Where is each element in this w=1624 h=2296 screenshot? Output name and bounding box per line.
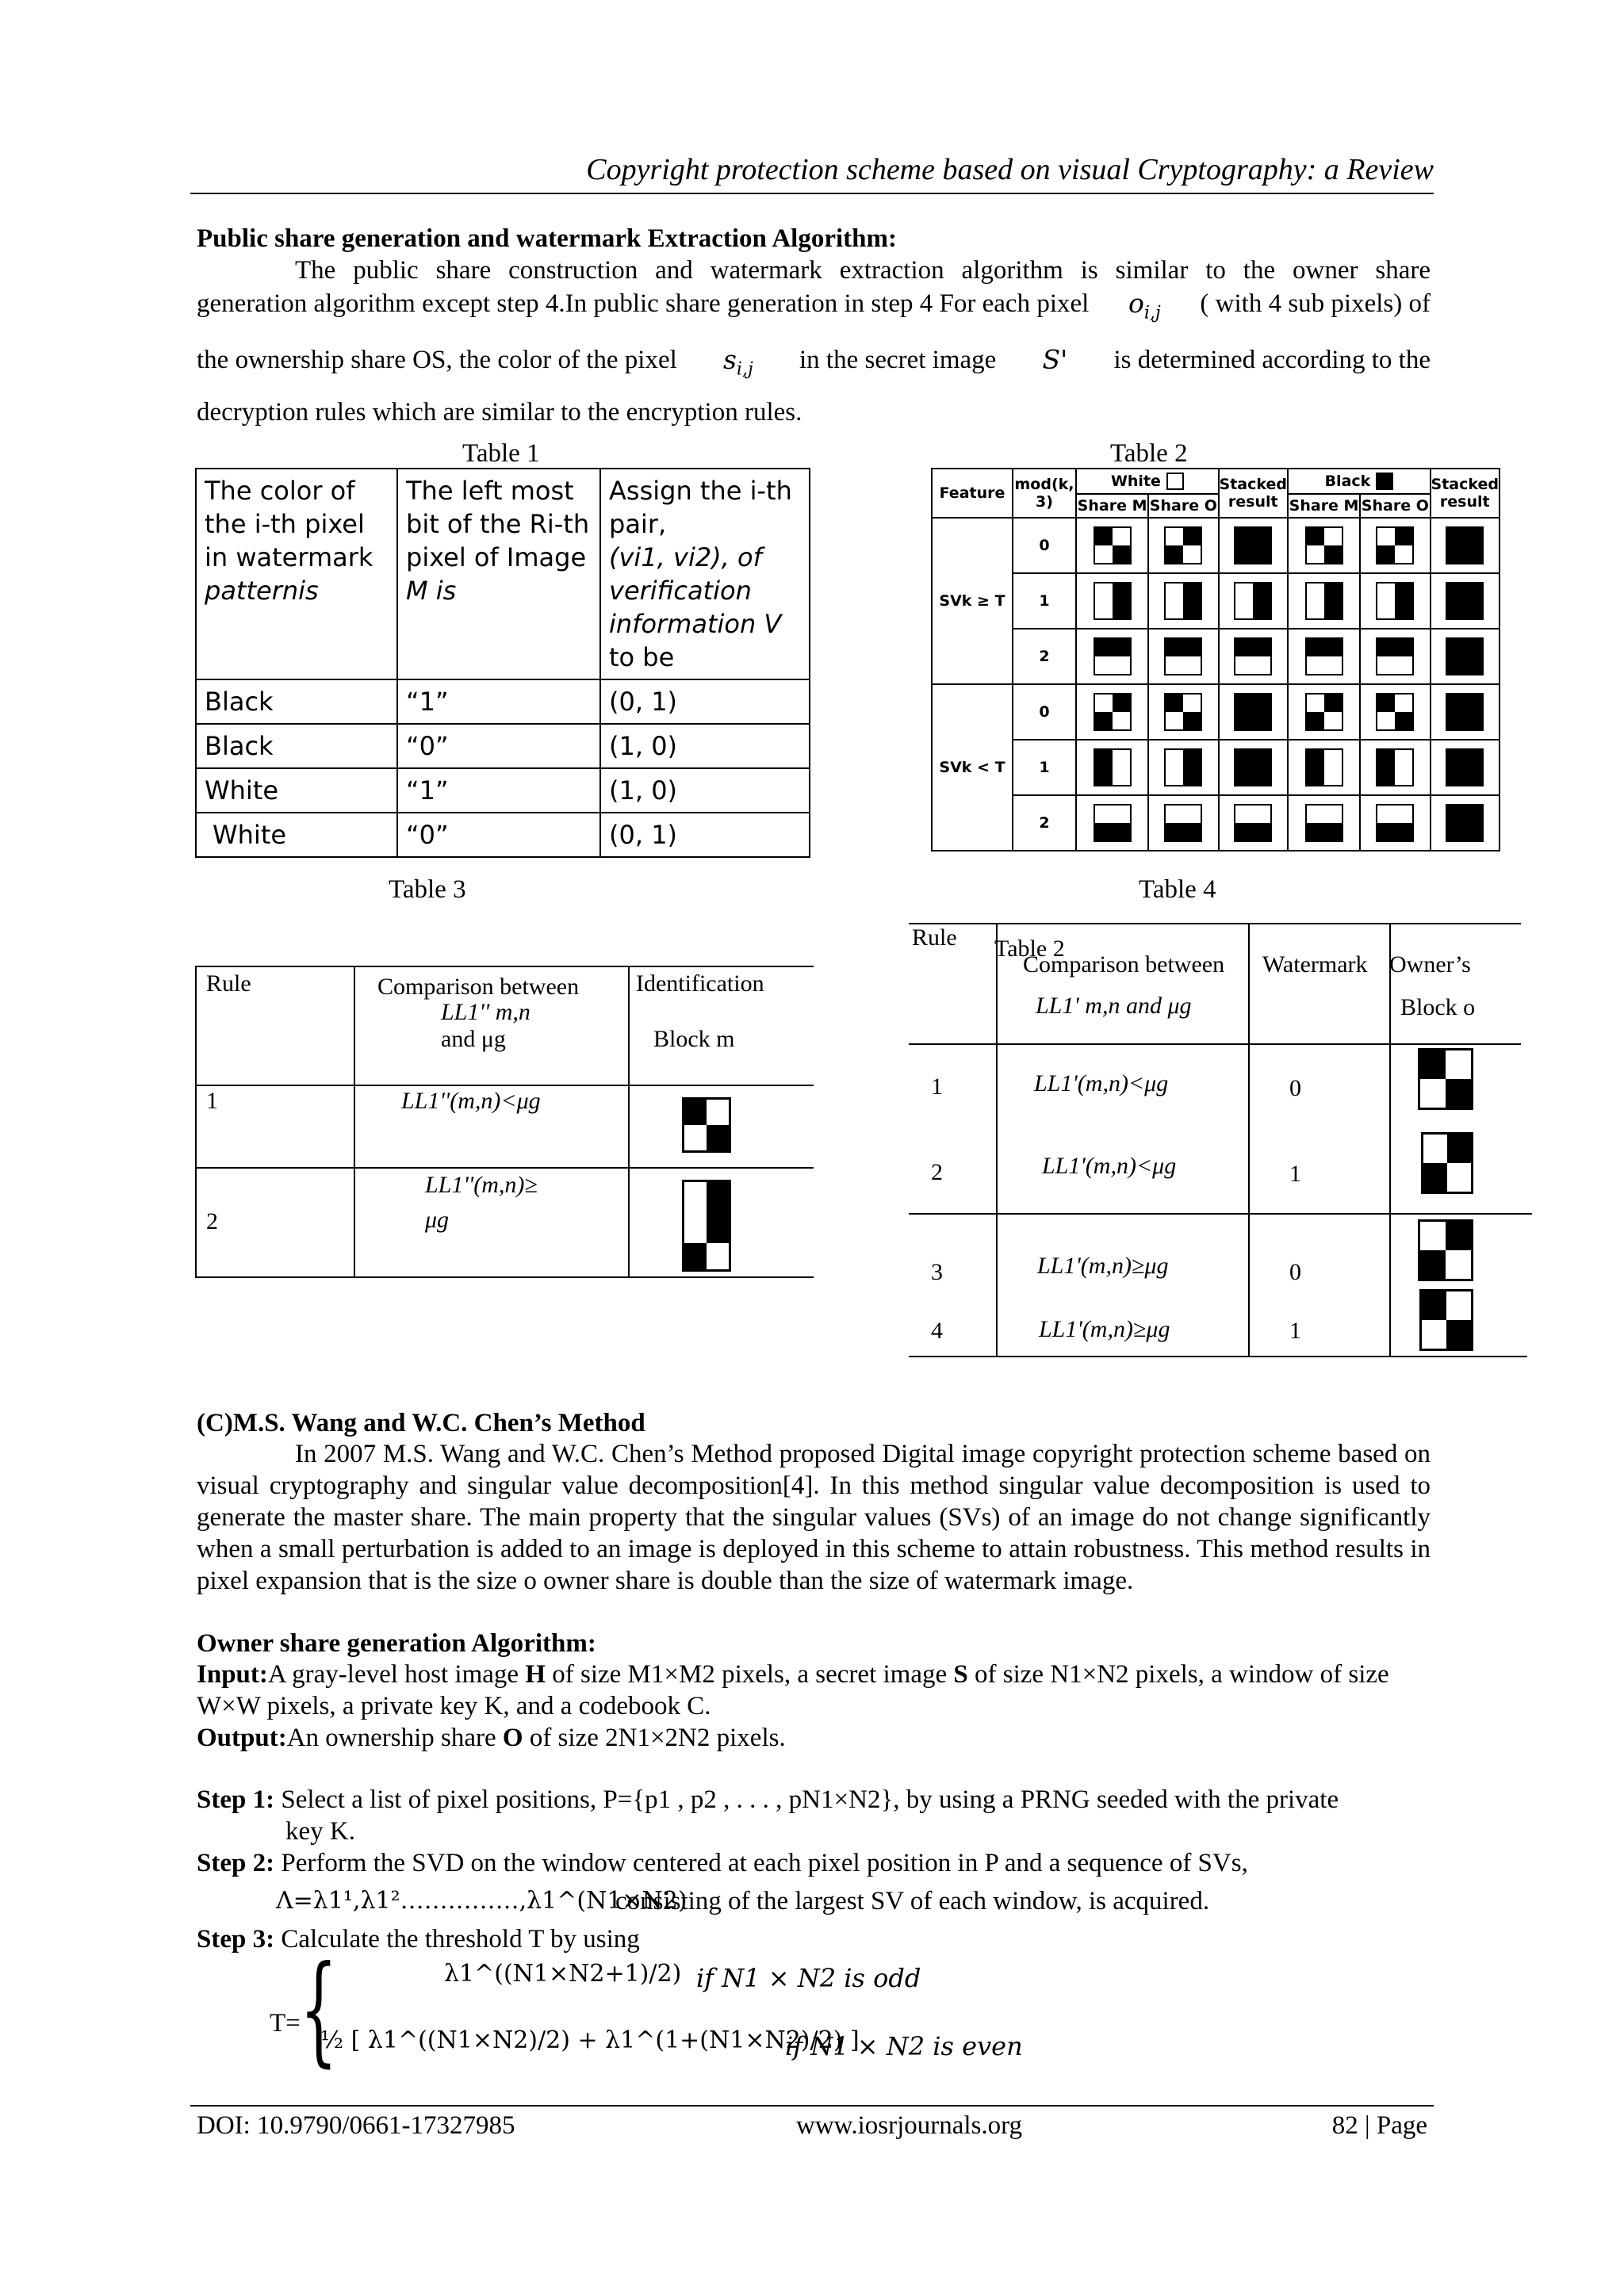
share-pattern-icon [1376, 748, 1414, 786]
share-pattern-icon [1305, 582, 1343, 620]
table2-pattern-cell [1360, 684, 1430, 740]
table2-mod-cell: 1 [1013, 740, 1076, 795]
share-pattern-icon [1164, 693, 1202, 731]
table-cell: Black [196, 724, 397, 768]
table4-wm-4: 1 [1289, 1318, 1301, 1344]
table2-pattern-cell [1360, 629, 1430, 684]
table1-header-row [196, 469, 810, 679]
table1-header-cell: The left most bit of the Ri-th pixel of Image M is [397, 469, 600, 679]
share-pattern-icon [1234, 637, 1272, 675]
table2-caption: Table 2 [1110, 439, 1188, 468]
threshold-case-odd: λ1^((N1×N2+1)/2) [444, 1960, 682, 1988]
table3-cond-1: LL1''(m,n)<μg [401, 1088, 541, 1114]
table-row [196, 813, 810, 857]
table2-pattern-cell [1288, 795, 1360, 851]
share-pattern-icon [1376, 637, 1414, 675]
table2-feature-cell: SVk < T [932, 684, 1013, 851]
math-symbol: S' [1042, 343, 1068, 375]
table2-mod-cell: 2 [1013, 795, 1076, 851]
table4-cond-3: LL1'(m,n)≥μg [1037, 1253, 1169, 1279]
table2-pattern-cell [1076, 795, 1148, 851]
table2-pattern-cell [1219, 573, 1288, 629]
table3-ident-header: Identification [636, 970, 764, 997]
share-pattern-icon [1094, 693, 1132, 731]
share-pattern-icon [1376, 693, 1414, 731]
table4-rule-1: 1 [931, 1073, 943, 1100]
table-cell: “0” [397, 724, 600, 768]
table2-mod-cell: 0 [1013, 518, 1076, 573]
table2-pattern-cell [1288, 740, 1360, 795]
table2-pattern-cell [1431, 629, 1500, 684]
para-text: ( with 4 sub pixels) of [1200, 289, 1431, 318]
table3-caption: Table 3 [389, 875, 466, 904]
table2-row [932, 740, 1500, 795]
block-o-pattern-icon [1419, 1289, 1473, 1351]
table4-cond-4: LL1'(m,n)≥μg [1039, 1316, 1170, 1342]
table4-owner-header: Owner’s [1389, 951, 1471, 978]
table1-header-cell: Assign the i-th pair, (vi1, vi2), of verification information V to be [600, 469, 810, 679]
share-pattern-icon [1305, 804, 1343, 842]
step-1: Step 1: Select a list of pixel positions, P={p1 , p2 , . . . , pN1×N2}, by using a PRNG seeded with the private [197, 1785, 1339, 1814]
step-2: Step 2: Perform the SVD on the window centered at each pixel position in P and a sequence of SVs, [197, 1849, 1248, 1877]
table-cell: (1, 0) [600, 724, 810, 768]
math-symbol: $o_{i,j}$ [1128, 288, 1161, 323]
white-square-icon [1166, 473, 1184, 490]
table-cell: (1, 0) [600, 768, 810, 813]
share-pattern-icon [1446, 582, 1484, 620]
table2-pattern-cell [1148, 629, 1218, 684]
table1-header-cell: The color of the i-th pixel in watermark patternis [196, 469, 397, 679]
table2-stacked-header: Stacked result [1219, 469, 1288, 518]
table4-rule-3: 3 [931, 1259, 943, 1285]
share-pattern-icon [1446, 637, 1484, 675]
share-pattern-icon [1305, 637, 1343, 675]
table2-white-header: White [1076, 469, 1219, 494]
table2-pattern-cell [1076, 629, 1148, 684]
table3-comp-header-3: and μg [441, 1026, 506, 1052]
table2-pattern-cell [1431, 573, 1500, 629]
table2-pattern-cell [1431, 740, 1500, 795]
share-pattern-icon [1164, 582, 1202, 620]
table2-mod-cell: 0 [1013, 684, 1076, 740]
table2-mod-header: mod(k, 3) [1013, 469, 1076, 518]
footer-site: www.iosrjournals.org [796, 2111, 1023, 2140]
share-pattern-icon [1446, 748, 1484, 786]
section-c-heading: (C)M.S. Wang and W.C. Chen’s Method [197, 1409, 645, 1437]
section-c-paragraph: In 2007 M.S. Wang and W.C. Chen’s Method proposed Digital image copyright protection scheme based on visual cryptography and singular value decomposition[4]. In this method singular value decomposition is used to generate the master share. The main property that the singular values (SVs) of an image do not change significantly when a small perturbation is added to an image is deployed in this scheme to attain robustness. This method results in pixel expansion that is the size o owner share is double than the size of watermark image. [197, 1440, 1431, 1595]
table3-rule-1: 1 [206, 1088, 218, 1114]
share-pattern-icon [1376, 582, 1414, 620]
table2-pattern-cell [1219, 518, 1288, 573]
table2-pattern-cell [1288, 684, 1360, 740]
para-line [197, 343, 1431, 387]
table2-pattern-cell [1148, 518, 1218, 573]
share-m-header: Share M [1076, 494, 1148, 518]
table-cell: (0, 1) [600, 813, 810, 857]
public-share-paragraph [197, 254, 1431, 429]
table-row [196, 724, 810, 768]
table-cell: Black [196, 679, 397, 724]
table2-pattern-cell [1219, 740, 1288, 795]
table4-rule-header: Rule [912, 924, 957, 951]
table2-pattern-cell [1148, 795, 1218, 851]
para-text: is determined according to the [1113, 345, 1431, 374]
para-text: the ownership share OS, the color of the pixel [197, 345, 677, 374]
table4 [909, 923, 1527, 1359]
table2-pattern-cell [1148, 740, 1218, 795]
block-o-pattern-icon [1421, 1132, 1473, 1194]
table2-pattern-cell [1076, 740, 1148, 795]
running-header: Copyright protection scheme based on visual Cryptography: a Review [586, 153, 1434, 186]
table2-pattern-cell [1360, 795, 1430, 851]
table1-caption: Table 1 [462, 439, 540, 468]
owner-share-heading: Owner share generation Algorithm: [197, 1629, 596, 1658]
threshold-cond-odd: if N1 × N2 is odd [696, 1963, 921, 1993]
table4-wm-header: Watermark [1262, 951, 1368, 978]
table1 [195, 468, 810, 858]
share-pattern-icon [1164, 637, 1202, 675]
share-pattern-icon [1234, 748, 1272, 786]
share-pattern-icon [1305, 526, 1343, 564]
table2-pattern-cell [1076, 684, 1148, 740]
block-o-pattern-icon [1418, 1048, 1473, 1110]
table2-pattern-cell [1431, 795, 1500, 851]
table2-pattern-cell [1076, 573, 1148, 629]
share-pattern-icon [1094, 582, 1132, 620]
table3 [195, 966, 814, 1281]
input-description: Input:A gray-level host image H of size M1×M2 pixels, a secret image S of size N1×N2 pixels, a window of size W×W pixels, a private key K, and a codebook C. [197, 1660, 1389, 1720]
table2-header-row [932, 469, 1500, 494]
table2-pattern-cell [1219, 795, 1288, 851]
table2-mod-cell: 1 [1013, 573, 1076, 629]
table2-pattern-cell [1360, 518, 1430, 573]
table2-row [932, 573, 1500, 629]
math-symbol: $s_{i,j}$ [722, 343, 753, 380]
share-pattern-icon [1234, 693, 1272, 731]
table4-wm-1: 0 [1289, 1075, 1301, 1101]
table4-wm-3: 0 [1289, 1259, 1301, 1285]
para-line: decryption rules which are similar to the encryption rules. [197, 398, 802, 427]
share-o-header: Share O [1148, 494, 1218, 518]
table2-mod-cell: 2 [1013, 629, 1076, 684]
share-pattern-icon [1094, 637, 1132, 675]
table2-pattern-cell [1431, 518, 1500, 573]
share-pattern-icon [1164, 804, 1202, 842]
block-o-pattern-icon [1418, 1219, 1473, 1281]
black-square-icon [1376, 473, 1393, 490]
share-pattern-icon [1234, 582, 1272, 620]
table4-rule-4: 4 [931, 1318, 943, 1344]
threshold-case-even: ½ [ λ1^((N1×N2)/2) + λ1^(1+(N1×N2)/2) ] [320, 2026, 860, 2054]
table2-pattern-cell [1076, 518, 1148, 573]
share-pattern-icon [1305, 748, 1343, 786]
para-line [197, 287, 1431, 331]
para-text: in the secret image [799, 345, 997, 374]
table-cell: White [196, 813, 397, 857]
table2-pattern-cell [1219, 629, 1288, 684]
table2-row [932, 629, 1500, 684]
share-pattern-icon [1094, 526, 1132, 564]
share-pattern-icon [1234, 804, 1272, 842]
share-pattern-icon [1305, 693, 1343, 731]
table2-stacked-header: Stacked result [1431, 469, 1500, 518]
table4-overlay-label: Table 2 [994, 936, 1065, 962]
table-cell: “0” [397, 813, 600, 857]
footer-rule [190, 2105, 1434, 2107]
table2-body [932, 518, 1500, 851]
share-o-header: Share O [1360, 494, 1430, 518]
table4-caption: Table 4 [1139, 875, 1216, 904]
share-pattern-icon [1164, 526, 1202, 564]
table-cell: White [196, 768, 397, 813]
footer-page: 82 | Page [1331, 2111, 1427, 2140]
table2-pattern-cell [1431, 684, 1500, 740]
threshold-cond-even: if N1 × N2 is even [785, 2031, 1023, 2061]
table2-pattern-cell [1148, 684, 1218, 740]
table2-pattern-cell [1148, 573, 1218, 629]
table2-row [932, 684, 1500, 740]
threshold-label: T= [270, 2009, 301, 2038]
table3-rule-header: Rule [206, 970, 251, 997]
table2-feature-cell: SVk ≥ T [932, 518, 1013, 684]
table-cell: “1” [397, 768, 600, 813]
table4-wm-2: 1 [1289, 1161, 1301, 1187]
share-pattern-icon [1376, 526, 1414, 564]
table4-comp-header-2: LL1' m,n and μg [1036, 993, 1192, 1019]
table2-pattern-cell [1288, 518, 1360, 573]
table3-cond-2: LL1''(m,n)≥ [425, 1172, 538, 1198]
share-pattern-icon [1094, 804, 1132, 842]
table-cell: (0, 1) [600, 679, 810, 724]
table3-cond-2b: μg [425, 1207, 450, 1233]
share-pattern-icon [1446, 693, 1484, 731]
table2-pattern-cell [1288, 629, 1360, 684]
table2-row [932, 795, 1500, 851]
output-description: Output:An ownership share O of size 2N1×2N2 pixels. [197, 1724, 786, 1752]
brace-icon: { [300, 1941, 338, 2079]
step-1-cont: key K. [285, 1817, 355, 1846]
table2 [931, 468, 1500, 851]
table3-rule-2: 2 [206, 1208, 218, 1234]
table4-cond-2: LL1'(m,n)<μg [1042, 1153, 1177, 1179]
para-text: generation algorithm except step 4.In public share generation in step 4 For each pixel [197, 289, 1090, 318]
share-pattern-icon [1164, 748, 1202, 786]
table2-pattern-cell [1288, 573, 1360, 629]
share-pattern-icon [1094, 748, 1132, 786]
table2-pattern-cell [1360, 740, 1430, 795]
share-m-header: Share M [1288, 494, 1360, 518]
share-pattern-icon [1446, 526, 1484, 564]
footer-doi: DOI: 10.9790/0661-17327985 [197, 2111, 515, 2140]
table3-block-header: Block m [653, 1026, 735, 1052]
table2-feature-header: Feature [932, 469, 1013, 518]
block-m-pattern-icon [682, 1180, 731, 1272]
table2-row [932, 518, 1500, 573]
table4-comp-header: Comparison between [1023, 951, 1225, 978]
table3-comp-header: Comparison between [377, 974, 580, 1000]
share-pattern-icon [1446, 804, 1484, 842]
table2-pattern-cell [1360, 573, 1430, 629]
public-share-heading: Public share generation and watermark Extraction Algorithm: [197, 224, 897, 253]
block-m-pattern-icon [682, 1097, 731, 1153]
step-3: Step 3: Calculate the threshold T by using [197, 1925, 640, 1954]
header-rule [190, 193, 1434, 194]
table-row [196, 768, 810, 813]
table2-pattern-cell [1219, 684, 1288, 740]
table4-rule-2: 2 [931, 1159, 943, 1185]
table2-black-header: Black [1288, 469, 1431, 494]
share-pattern-icon [1376, 804, 1414, 842]
step-2-cont: consisting of the largest SV of each window, is acquired. [615, 1887, 1210, 1915]
share-pattern-icon [1234, 526, 1272, 564]
table-cell: “1” [397, 679, 600, 724]
step-2-formula: Λ=λ1¹,λ1²……………,λ1^(N1×N2) [276, 1887, 688, 1915]
table3-comp-header-2: LL1'' m,n [441, 999, 530, 1025]
para-line: The public share construction and watermark extraction algorithm is similar to the owner share [295, 256, 1431, 285]
table4-block-header: Block o [1400, 994, 1476, 1020]
table4-cond-1: LL1'(m,n)<μg [1034, 1070, 1169, 1096]
table-row [196, 679, 810, 724]
